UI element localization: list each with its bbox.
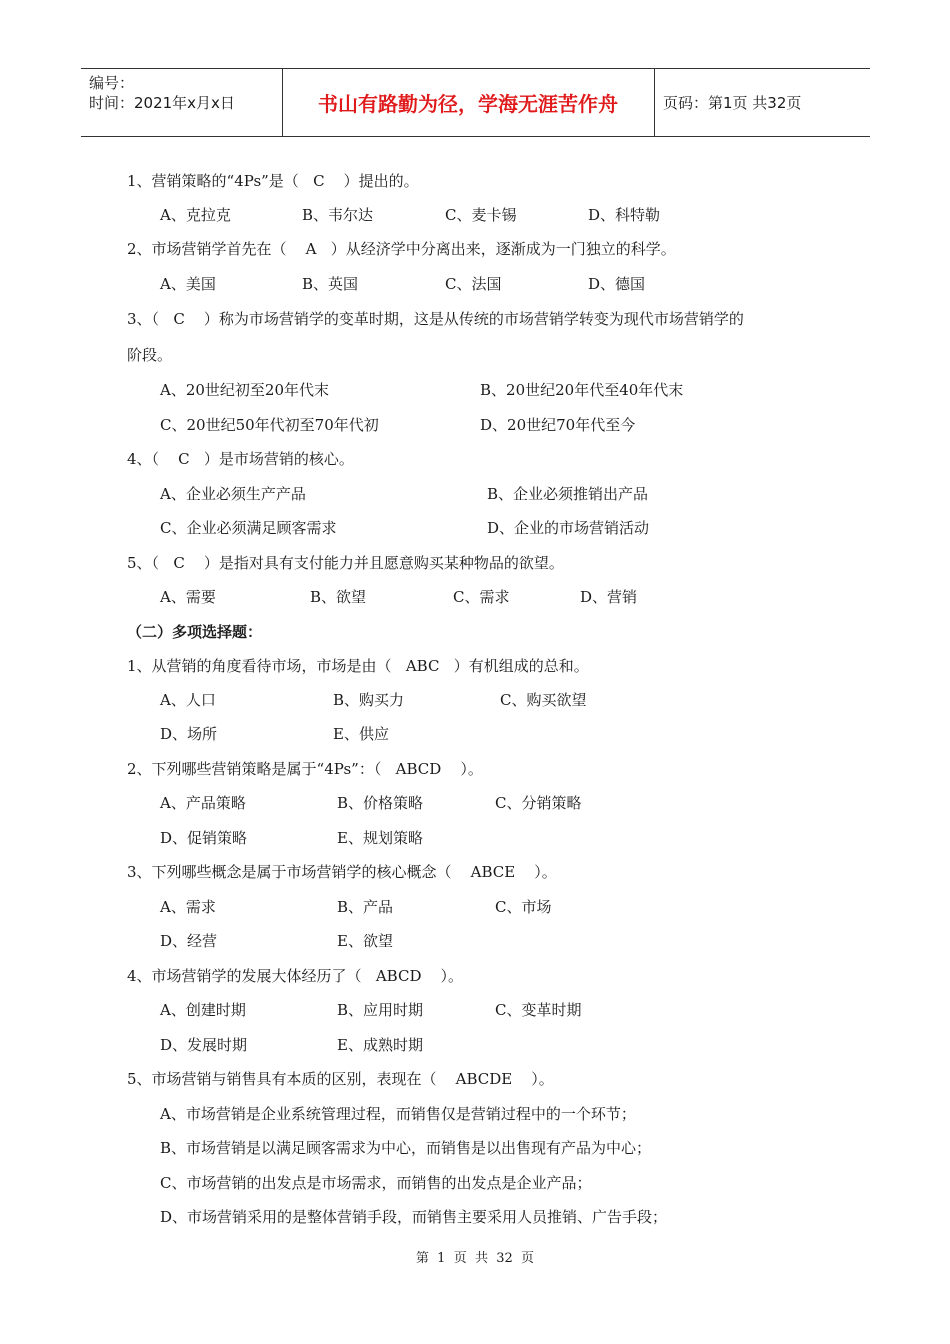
- question-text: 5、（ C ）是指对具有支付能力并且愿意购买某种物品的欲望。: [127, 554, 564, 572]
- question-text: 4、市场营销学的发展大体经历了（ ABCD ）。: [127, 967, 464, 985]
- date-label: 时间：2021年x月x日: [89, 94, 235, 112]
- question-text: 2、市场营销学首先在（ A ）从经济学中分离出来，逐渐成为一门独立的科学。: [127, 240, 676, 258]
- option-text: E、规划策略: [337, 829, 423, 847]
- option-text: B、韦尔达: [302, 206, 374, 224]
- option-text: B、市场营销是以满足顾客需求为中心，而销售是以出售现有产品为中心；: [160, 1139, 652, 1157]
- option-text: C、变革时期: [495, 1001, 582, 1019]
- option-text: C、市场: [495, 898, 552, 916]
- section-heading: （二）多项选择题：: [127, 623, 263, 641]
- option-text: B、购买力: [333, 691, 405, 709]
- option-text: B、20世纪20年代至40年代末: [480, 381, 684, 399]
- option-text: A、需求: [160, 898, 216, 916]
- option-text: C、分销策略: [495, 794, 582, 812]
- option-text: C、企业必须满足顾客需求: [160, 519, 337, 537]
- option-text: C、市场营销的出发点是市场需求，而销售的出发点是企业产品；: [160, 1174, 592, 1192]
- option-text: C、购买欲望: [500, 691, 587, 709]
- page-label: 页码：第1页 共32页: [663, 94, 802, 112]
- document-header: [81, 68, 870, 137]
- option-text: B、欲望: [310, 588, 367, 606]
- page-footer: 第 1 页 共 32 页: [415, 1251, 535, 1266]
- option-text: A、20世纪初至20年代末: [160, 381, 330, 399]
- option-text: D、20世纪70年代至今: [480, 416, 636, 434]
- question-text: 5、市场营销与销售具有本质的区别，表现在（ ABCDE ）。: [127, 1070, 554, 1088]
- option-text: C、需求: [453, 588, 510, 606]
- option-text: D、科特勒: [588, 206, 661, 224]
- option-text: A、克拉克: [160, 206, 231, 224]
- option-text: E、欲望: [337, 932, 393, 950]
- question-text: 2、下列哪些营销策略是属于“4Ps”：（ ABCD ）。: [127, 760, 483, 778]
- question-text: 3、（ C ）称为市场营销学的变革时期，这是从传统的市场营销学转变为现代市场营销学的: [127, 310, 744, 328]
- option-text: D、企业的市场营销活动: [487, 519, 650, 537]
- number-label: 编号：: [89, 74, 135, 92]
- option-text: A、产品策略: [160, 794, 246, 812]
- option-text: D、促销策略: [160, 829, 248, 847]
- option-text: D、德国: [588, 275, 646, 293]
- option-text: A、市场营销是企业系统管理过程，而销售仅是营销过程中的一个环节；: [160, 1105, 636, 1123]
- option-text: A、美国: [160, 275, 216, 293]
- option-text: D、发展时期: [160, 1036, 248, 1054]
- option-text: C、法国: [445, 275, 502, 293]
- question-text: 3、下列哪些概念是属于市场营销学的核心概念（ ABCE ）。: [127, 863, 557, 881]
- header-divider: [654, 69, 655, 136]
- option-text: D、场所: [160, 725, 218, 743]
- option-text: A、需要: [160, 588, 216, 606]
- question-text: 4、（ C ）是市场营销的核心。: [127, 450, 354, 468]
- option-text: A、创建时期: [160, 1001, 246, 1019]
- question-text: 1、从营销的角度看待市场，市场是由（ ABC ）有机组成的总和。: [127, 657, 589, 675]
- option-text: E、供应: [333, 725, 389, 743]
- option-text: C、麦卡锡: [445, 206, 517, 224]
- option-text: B、价格策略: [337, 794, 424, 812]
- option-text: A、人口: [160, 691, 216, 709]
- option-text: B、应用时期: [337, 1001, 424, 1019]
- header-meta: [89, 73, 235, 113]
- option-text: D、经营: [160, 932, 218, 950]
- option-text: D、市场营销采用的是整体营销手段，而销售主要采用人员推销、广告手段；: [160, 1208, 668, 1226]
- option-text: B、产品: [337, 898, 394, 916]
- option-text: C、20世纪50年代初至70年代初: [160, 416, 379, 434]
- option-text: B、企业必须推销出产品: [487, 485, 649, 503]
- question-text: 阶段。: [127, 346, 173, 364]
- option-text: A、企业必须生产产品: [160, 485, 306, 503]
- option-text: B、英国: [302, 275, 359, 293]
- option-text: E、成熟时期: [337, 1036, 423, 1054]
- option-text: D、营销: [580, 588, 638, 606]
- question-text: 1、营销策略的“4Ps”是（ C ）提出的。: [127, 172, 419, 190]
- header-motto: 书山有路勤为径，学海无涯苦作舟: [318, 92, 618, 116]
